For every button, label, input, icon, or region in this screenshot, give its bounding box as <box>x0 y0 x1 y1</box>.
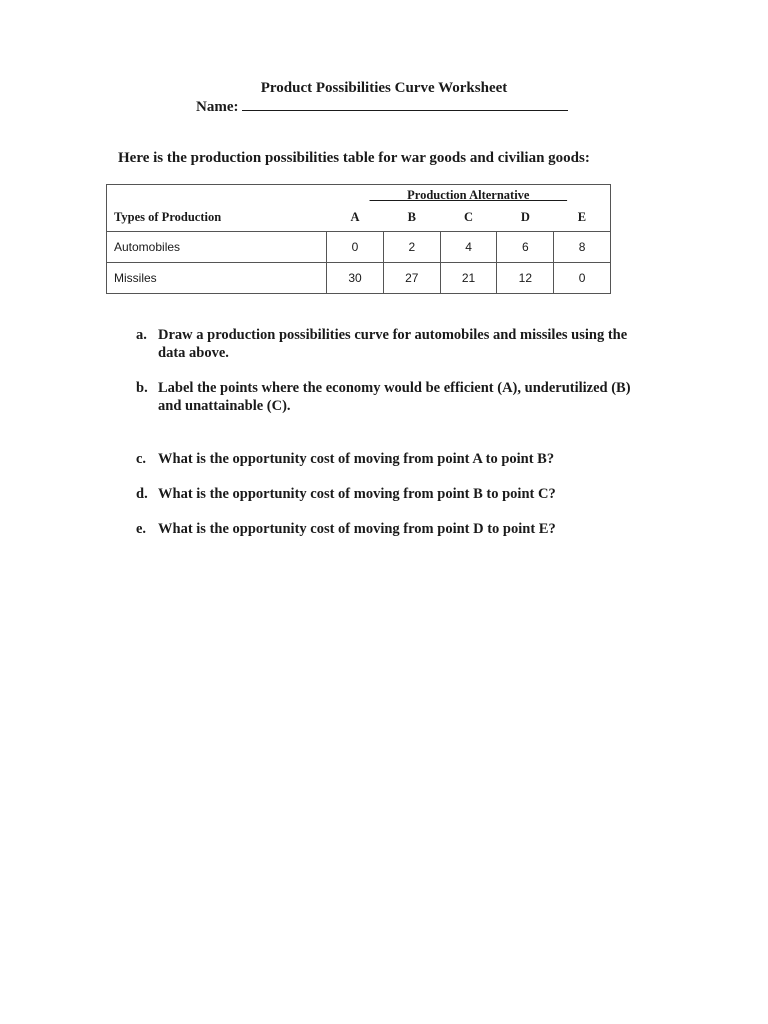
table-cell: 12 <box>497 263 554 294</box>
name-blank-line[interactable] <box>242 98 568 111</box>
question-item <box>136 326 656 362</box>
table-cell: 2 <box>383 232 440 263</box>
table-row-missiles <box>107 263 611 294</box>
table-group-header-row <box>107 185 611 204</box>
column-header-c: C <box>464 209 474 224</box>
table-column-header-row <box>107 203 611 232</box>
column-header-a: A <box>350 209 360 224</box>
row-label: Automobiles <box>107 232 327 263</box>
question-letter: b. <box>136 380 148 396</box>
column-header-d: D <box>520 209 530 224</box>
question-item <box>136 379 656 415</box>
name-line <box>196 98 568 116</box>
types-of-production-header: Types of Production <box>114 209 222 224</box>
name-label: Name: <box>196 99 239 115</box>
question-text: What is the opportunity cost of moving from point B to point C? <box>158 486 556 502</box>
question-text: Draw a production possibilities curve for automobiles and missiles using the data above. <box>158 327 628 361</box>
table-cell: 8 <box>554 232 611 263</box>
question-list <box>136 326 656 555</box>
table-cell: 0 <box>327 232 384 263</box>
production-alternative-header: ______Production Alternative______ <box>369 188 567 202</box>
row-label: Missiles <box>107 263 327 294</box>
column-header-b: B <box>407 209 416 224</box>
question-item <box>136 485 656 503</box>
question-letter: c. <box>136 451 147 467</box>
production-possibilities-table <box>106 184 611 294</box>
question-text: What is the opportunity cost of moving from point A to point B? <box>158 451 555 467</box>
question-letter: d. <box>136 486 148 502</box>
page-title: Product Possibilities Curve Worksheet <box>260 80 508 96</box>
table-cell: 4 <box>440 232 497 263</box>
question-text: Label the points where the economy would be efficient (A), underutilized (B) and unattainable (C). <box>158 380 631 414</box>
table-row-automobiles <box>107 232 611 263</box>
question-letter: a. <box>136 327 147 343</box>
table-cell: 21 <box>440 263 497 294</box>
intro-text: Here is the production possibilities table for war goods and civilian goods: <box>118 150 590 166</box>
question-item <box>136 450 656 468</box>
table-cell: 27 <box>383 263 440 294</box>
question-item <box>136 520 656 538</box>
column-header-e: E <box>577 209 587 224</box>
table-cell: 6 <box>497 232 554 263</box>
table-cell: 30 <box>327 263 384 294</box>
table-cell: 0 <box>554 263 611 294</box>
question-text: What is the opportunity cost of moving from point D to point E? <box>158 521 556 537</box>
question-letter: e. <box>136 521 147 537</box>
